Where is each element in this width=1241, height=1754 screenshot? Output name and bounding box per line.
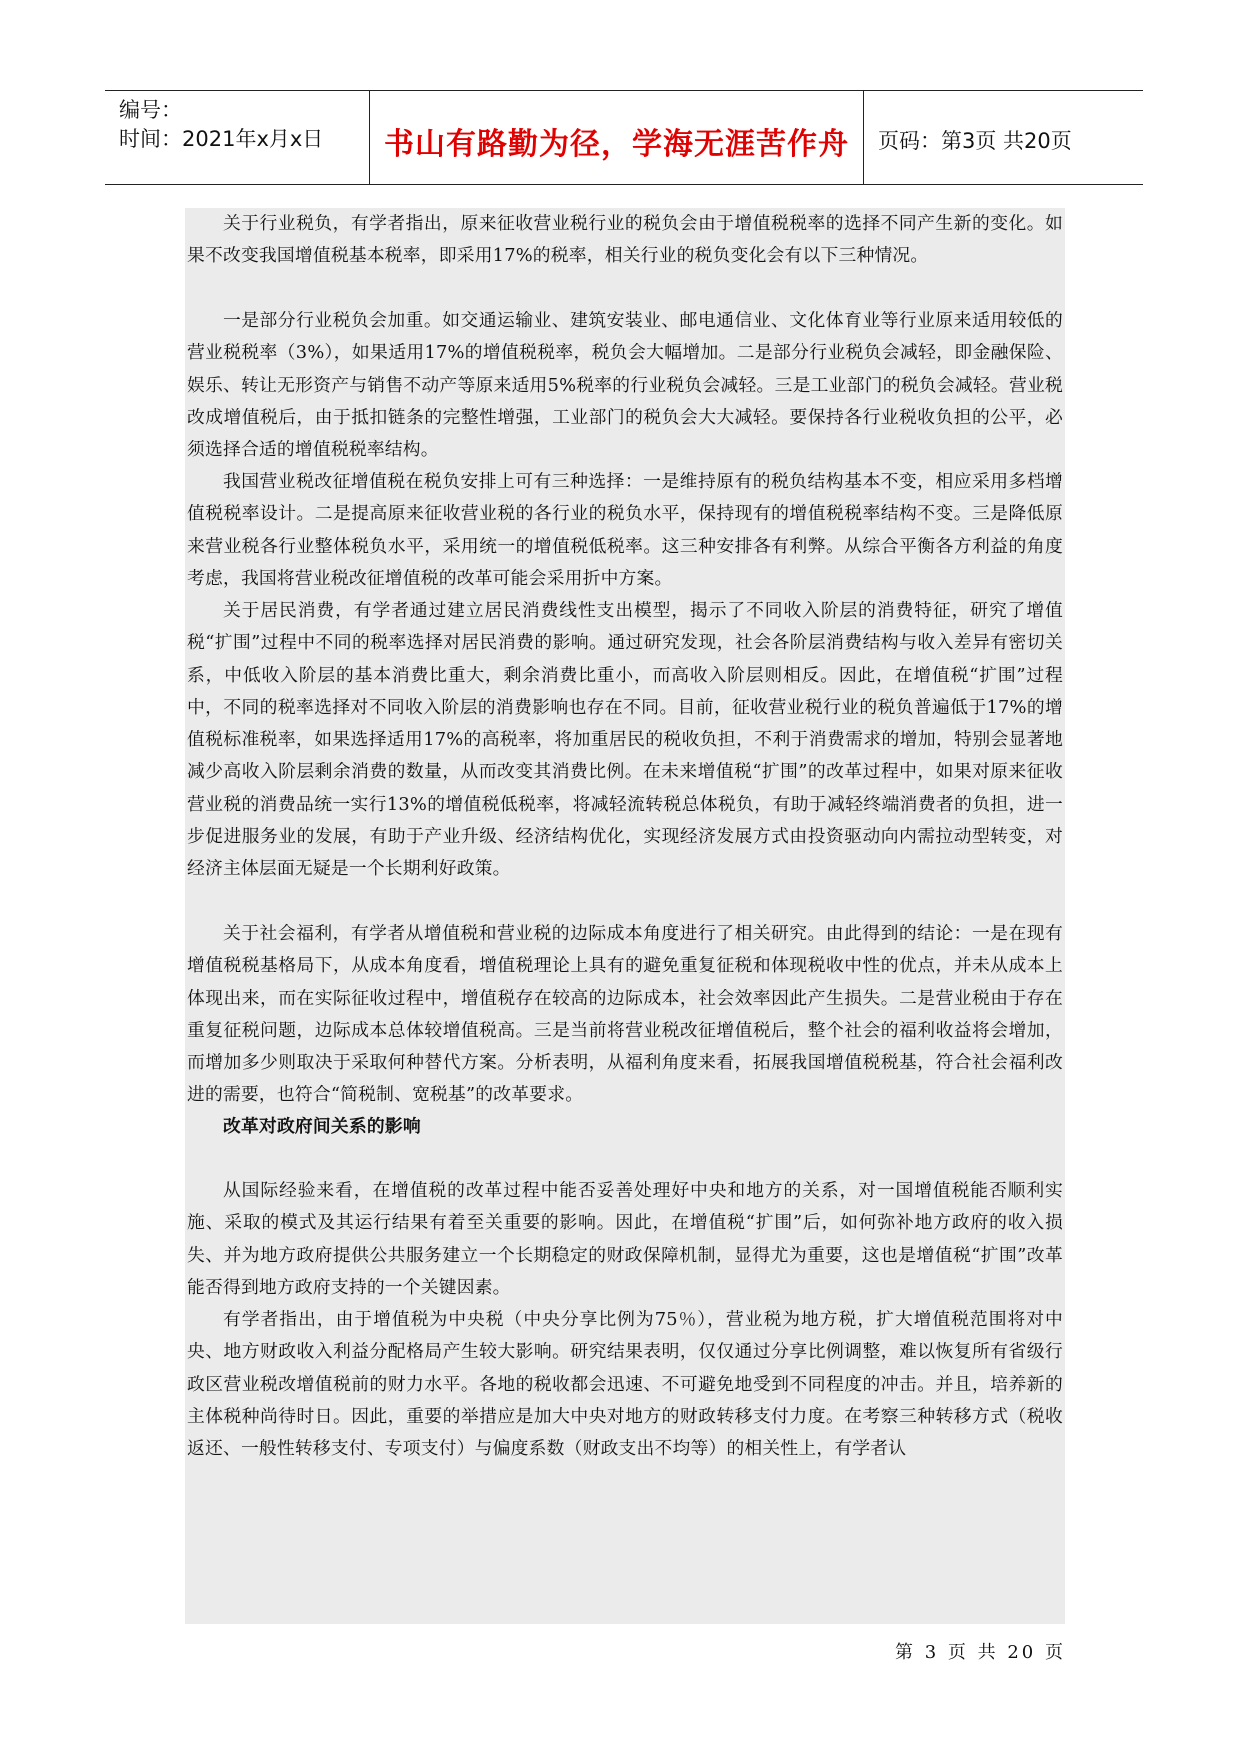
header-page-cell (864, 91, 1143, 184)
date-line: 时间：2021年x月x日 (119, 127, 324, 151)
header-motto-cell (370, 91, 864, 184)
paragraph-resident-consumption: 关于居民消费，有学者通过建立居民消费线性支出模型，揭示了不同收入阶层的消费特征，研究了增值税“扩围”过程中不同的税率选择对居民消费的影响。通过研究发现，社会各阶层消费结构与收入差异有密切关系，中低收入阶层的基本消费比重大，剩余消费比重小，而高收入阶层则相反。因此，在增值税“扩围”过程中，不同的税率选择对不同收入阶层的消费影响也存在不同。目前，征收营业税行业的税负普遍低于17%的增值税标准税率，如果选择适用17%的高税率，将加重居民的税收负担，不利于消费需求的增加，特别会显著地减少高收入阶层剩余消费的数量，从而改变其消费比例。在未来增值税“扩围”的改革过程中，如果对原来征收营业税的消费品统一实行13%的增值税低税率，将减轻流转税总体税负，有助于减轻终端消费者的负担，进一步促进服务业的发展，有助于产业升级、经济结构优化，实现经济发展方式由投资驱动向内需拉动型转变，对经济主体层面无疑是一个长期利好政策。 (187, 600, 1063, 880)
header-info-cell (105, 91, 370, 184)
motto-text: 书山有路勤为径，学海无涯苦作舟 (384, 127, 849, 162)
page-footer-number: 第 3 页 共 20 页 (895, 1642, 1066, 1663)
paragraph-three-options: 我国营业税改征增值税在税负安排上可有三种选择：一是维持原有的税负结构基本不变，相应采用多档增值税税率设计。二是提高原来征收营业税的各行业的税负水平，保持现有的增值税税率结构不变。三是降低原来营业税各行业整体税负水平，采用统一的增值税低税率。这三种安排各有利弊。从综合平衡各方利益的角度考虑，我国将营业税改征增值税的改革可能会采用折中方案。 (187, 471, 1063, 589)
paragraph-social-welfare: 关于社会福利，有学者从增值税和营业税的边际成本角度进行了相关研究。由此得到的结论：一是在现有增值税税基格局下，从成本角度看，增值税理论上具有的避免重复征税和体现税收中性的优点，并未从成本上体现出来，而在实际征收过程中，增值税存在较高的边际成本，社会效率因此产生损失。二是营业税由于存在重复征税问题，边际成本总体较增值税高。三是当前将营业税改征增值税后，整个社会的福利收益将会增加，而增加多少则取决于采取何种替代方案。分析表明，从福利角度来看，拓展我国增值税税基，符合社会福利改进的需要，也符合“简税制、宽税基”的改革要求。 (187, 923, 1063, 1106)
header-page-code: 页码：第3页 共20页 (878, 129, 1072, 153)
paragraph-international-experience: 从国际经验来看，在增值税的改革过程中能否妥善处理好中央和地方的关系，对一国增值税能否顺利实施、采取的模式及其运行结果有着至关重要的影响。因此，在增值税“扩围”后，如何弥补地方政府的收入损失、并为地方政府提供公共服务建立一个长期稳定的财政保障机制，显得尤为重要，这也是增值税“扩围”改革能否得到地方政府支持的一个关键因素。 (187, 1180, 1063, 1298)
paragraph-central-local-sharing: 有学者指出，由于增值税为中央税（中央分享比例为75％），营业税为地方税，扩大增值税范围将对中央、地方财政收入利益分配格局产生较大影响。研究结果表明，仅仅通过分享比例调整，难以恢复所有省级行政区营业税改增值税前的财力水平。各地的税收都会迅速、不可避免地受到不同程度的冲击。并且，培养新的主体税种尚待时日。因此，重要的举措应是加大中央对地方的财政转移支付力度。在考察三种转移方式（税收返还、一般性转移支付、专项支付）与偏度系数（财政支出不均等）的相关性上，有学者认 (187, 1309, 1063, 1460)
serial-number-label: 编号： (119, 98, 182, 122)
paragraph-industry-tax-burden: 关于行业税负，有学者指出，原来征收营业税行业的税负会由于增值税税率的选择不同产生新的变化。如果不改变我国增值税基本税率，即采用17%的税率，相关行业的税负变化会有以下三种情况。 (187, 213, 1063, 267)
document-body (185, 208, 1065, 1624)
paragraph-three-cases: 一是部分行业税负会加重。如交通运输业、建筑安装业、邮电通信业、文化体育业等行业原来适用较低的营业税税率（3%），如果适用17%的增值税税率，税负会大幅增加。二是部分行业税负会减轻，即金融保险、娱乐、转让无形资产与销售不动产等原来适用5%税率的行业税负会减轻。三是工业部门的税负会减轻。营业税改成增值税后，由于抵扣链条的完整性增强，工业部门的税负会大大减轻。要保持各行业税收负担的公平，必须选择合适的增值税税率结构。 (187, 310, 1063, 461)
page-header (105, 90, 1143, 185)
section-heading: 改革对政府间关系的影响 (223, 1116, 421, 1137)
